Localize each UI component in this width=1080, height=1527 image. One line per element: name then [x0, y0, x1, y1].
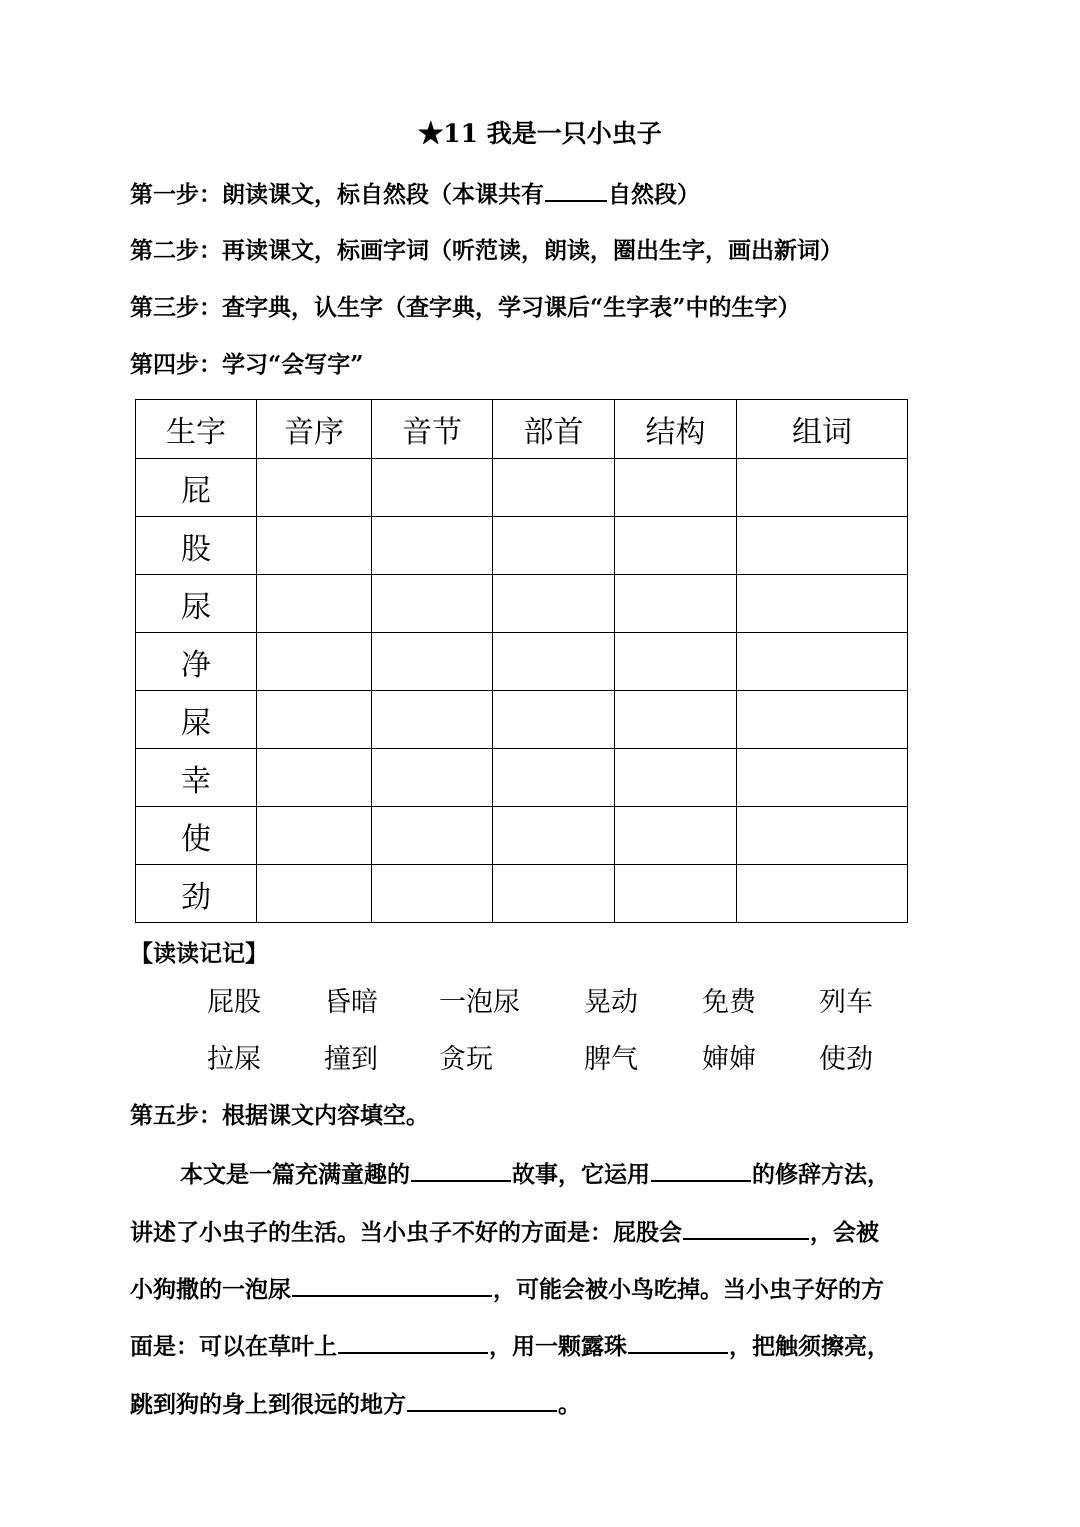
- word-item: 昏暗: [324, 987, 378, 1018]
- header-initial: 音序: [257, 400, 372, 459]
- answer-cell[interactable]: [257, 575, 372, 633]
- table-header-row: [136, 400, 908, 459]
- fill-text: 讲述了小虫子的生活。当小虫子不好的方面是：屁股会: [130, 1219, 682, 1246]
- pee-blank[interactable]: [292, 1269, 492, 1297]
- word-row-1: [0, 980, 1080, 1020]
- answer-cell[interactable]: [493, 807, 615, 865]
- answer-cell[interactable]: [257, 865, 372, 923]
- answer-cell[interactable]: [737, 865, 908, 923]
- table-row: [136, 517, 908, 575]
- fill-text: 跳到狗的身上到很远的地方: [130, 1391, 406, 1418]
- fill-text: 小狗撒的一泡尿: [130, 1276, 291, 1303]
- answer-cell[interactable]: [737, 807, 908, 865]
- answer-cell[interactable]: [372, 517, 493, 575]
- fill-line-5: [130, 1384, 581, 1419]
- answer-cell[interactable]: [372, 459, 493, 517]
- paragraph-count-blank[interactable]: [545, 174, 607, 202]
- step-4: 第四步：学习“会写字”: [130, 351, 364, 378]
- fill-line-3: [130, 1269, 884, 1304]
- answer-cell[interactable]: [493, 865, 615, 923]
- step-1-text: 第一步：朗读课文，标自然段（本课共有: [130, 181, 544, 208]
- fill-text: ，用一颗露珠: [489, 1333, 627, 1360]
- fill-text: 的修辞方法，: [752, 1161, 890, 1188]
- rhetoric-blank[interactable]: [651, 1154, 751, 1182]
- answer-cell[interactable]: [493, 517, 615, 575]
- table-row: [136, 749, 908, 807]
- step-2: 第二步：再读课文，标画字词（听范读，朗读，圈出生字，画出新词）: [130, 237, 843, 264]
- step-1: [130, 174, 700, 209]
- answer-cell[interactable]: [615, 865, 737, 923]
- fill-text: 本文是一篇充满童趣的: [180, 1161, 410, 1188]
- fill-text: 面是：可以在草叶上: [130, 1333, 337, 1360]
- answer-cell[interactable]: [257, 517, 372, 575]
- word-row-2: [0, 1037, 1080, 1077]
- answer-cell[interactable]: [493, 691, 615, 749]
- char-cell: 劲: [136, 865, 257, 923]
- fill-line-4: [130, 1326, 890, 1361]
- answer-cell[interactable]: [372, 633, 493, 691]
- answer-cell[interactable]: [493, 633, 615, 691]
- char-cell: 股: [136, 517, 257, 575]
- answer-cell[interactable]: [372, 691, 493, 749]
- answer-cell[interactable]: [737, 517, 908, 575]
- answer-cell[interactable]: [493, 459, 615, 517]
- word-item: 贪玩: [439, 1044, 493, 1075]
- table-row: [136, 865, 908, 923]
- word-item: 使劲: [819, 1044, 873, 1075]
- word-item: 一泡尿: [439, 987, 520, 1018]
- table-row: [136, 575, 908, 633]
- header-structure: 结构: [615, 400, 737, 459]
- answer-cell[interactable]: [493, 575, 615, 633]
- answer-cell[interactable]: [737, 691, 908, 749]
- fill-text: ，会被: [810, 1219, 879, 1246]
- step-3: 第三步：查字典，认生字（查字典，学习课后“生字表”中的生字）: [130, 294, 801, 321]
- fill-line-1: [180, 1154, 890, 1189]
- word-item: 免费: [702, 987, 756, 1018]
- answer-cell[interactable]: [257, 633, 372, 691]
- answer-cell[interactable]: [257, 807, 372, 865]
- fill-text: ，把触须擦亮，: [729, 1333, 890, 1360]
- answer-cell[interactable]: [493, 749, 615, 807]
- character-table: [135, 399, 908, 923]
- word-item: 列车: [819, 987, 873, 1018]
- step-5: 第五步：根据课文内容填空。: [130, 1102, 429, 1129]
- answer-cell[interactable]: [372, 807, 493, 865]
- char-cell: 屁: [136, 459, 257, 517]
- fill-text: ，可能会被小鸟吃掉。当小虫子好的方: [493, 1276, 884, 1303]
- char-cell: 幸: [136, 749, 257, 807]
- header-character: 生字: [136, 400, 257, 459]
- table-row: [136, 633, 908, 691]
- reading-heading: 【读读记记】: [130, 940, 268, 967]
- answer-cell[interactable]: [737, 459, 908, 517]
- char-cell: 屎: [136, 691, 257, 749]
- travel-blank[interactable]: [407, 1384, 557, 1412]
- header-radical: 部首: [493, 400, 615, 459]
- answer-cell[interactable]: [615, 807, 737, 865]
- dew-blank[interactable]: [628, 1326, 728, 1354]
- answer-cell[interactable]: [737, 749, 908, 807]
- grass-blank[interactable]: [338, 1326, 488, 1354]
- answer-cell[interactable]: [615, 749, 737, 807]
- answer-cell[interactable]: [372, 865, 493, 923]
- answer-cell[interactable]: [615, 459, 737, 517]
- fill-text: 。: [558, 1391, 581, 1418]
- table-row: [136, 807, 908, 865]
- answer-cell[interactable]: [372, 575, 493, 633]
- step-1-suffix: 自然段）: [608, 181, 700, 208]
- answer-cell[interactable]: [257, 749, 372, 807]
- header-syllable: 音节: [372, 400, 493, 459]
- answer-cell[interactable]: [372, 749, 493, 807]
- char-cell: 使: [136, 807, 257, 865]
- answer-cell[interactable]: [257, 691, 372, 749]
- page-title: ★11 我是一只小虫子: [418, 119, 662, 148]
- header-words: 组词: [737, 400, 908, 459]
- word-item: 晃动: [584, 987, 638, 1018]
- answer-cell[interactable]: [737, 575, 908, 633]
- story-type-blank[interactable]: [411, 1154, 511, 1182]
- word-item: 婶婶: [702, 1044, 756, 1075]
- fill-text: 故事，它运用: [512, 1161, 650, 1188]
- word-item: 拉屎: [207, 1044, 261, 1075]
- table-row: [136, 459, 908, 517]
- answer-cell[interactable]: [257, 459, 372, 517]
- char-cell: 尿: [136, 575, 257, 633]
- fill-line-2: [130, 1212, 879, 1247]
- char-cell: 净: [136, 633, 257, 691]
- answer-cell[interactable]: [615, 633, 737, 691]
- answer-cell[interactable]: [615, 691, 737, 749]
- bottom-blank[interactable]: [683, 1212, 809, 1240]
- word-item: 脾气: [584, 1044, 638, 1075]
- answer-cell[interactable]: [737, 633, 908, 691]
- table-row: [136, 691, 908, 749]
- word-item: 屁股: [207, 987, 261, 1018]
- word-item: 撞到: [324, 1044, 378, 1075]
- answer-cell[interactable]: [615, 575, 737, 633]
- answer-cell[interactable]: [615, 517, 737, 575]
